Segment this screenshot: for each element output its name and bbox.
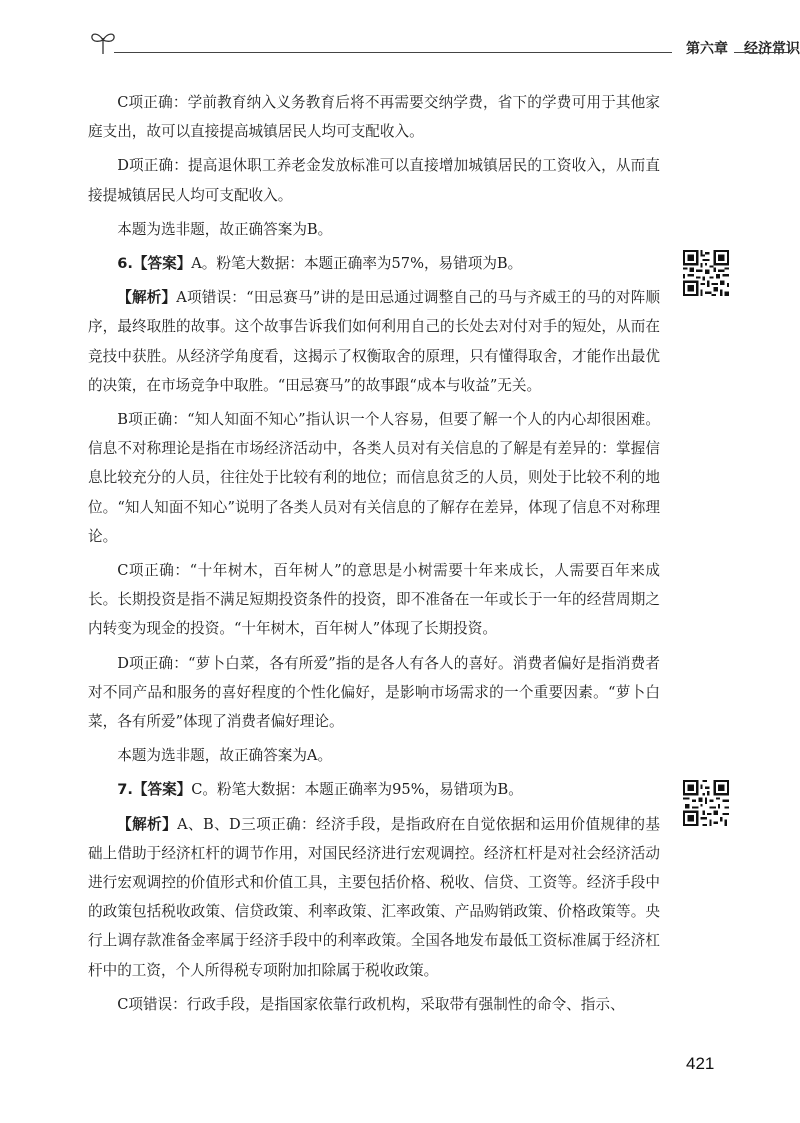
paragraph-text: 本题为选非题，故正确答案为A。 bbox=[117, 747, 333, 765]
paragraph bbox=[88, 88, 660, 146]
analysis-label: 【解析】 bbox=[117, 289, 177, 307]
page-header bbox=[88, 28, 800, 68]
paragraph-text: D项正确：提高退休职工养老金发放标准可以直接增加城镇居民的工资收入，从而直接提城镇居民人均可支配收入。 bbox=[88, 157, 660, 204]
paragraph-text: C。粉笔大数据：本题正确率为95%，易错项为B。 bbox=[191, 781, 523, 799]
paragraph-text: A。粉笔大数据：本题正确率为57%，易错项为B。 bbox=[191, 255, 523, 273]
paragraph-text: A、B、D三项正确：经济手段，是指政府在自觉依据和运用价值规律的基础上借助于经济杠杆的调节作用，对国民经济进行宏观调控。经济杠杆是对社会经济活动进行宏观调控的价值形式和价值工具，主要包括价格、税收、信贷、工资等。经济手段中的政策包括税收政策、信贷政策、利率政策、汇率政策、产品购销政策、价格政策等。央行上调存款准备金率属于经济手段中的利率政策。全国各地发布最低工资标准属于经济杠杆中的工资，个人所得税专项附加扣除属于税收政策。 bbox=[88, 815, 660, 979]
paragraph-text: C项错误：行政手段，是指国家依靠行政机构，采取带有强制性的命令、指示、 bbox=[117, 995, 625, 1013]
paragraph bbox=[88, 741, 660, 770]
paragraph bbox=[88, 649, 660, 737]
paragraph-text: 本题为选非题，故正确答案为B。 bbox=[117, 220, 333, 238]
analysis-paragraph bbox=[88, 810, 660, 985]
paragraph bbox=[88, 151, 660, 209]
paragraph bbox=[88, 215, 660, 244]
header-rule bbox=[114, 52, 672, 53]
paragraph bbox=[88, 556, 660, 644]
paragraph-text: C项正确：学前教育纳入义务教育后将不再需要交纳学费，省下的学费可用于其他家庭支出，故可以直接提高城镇居民人均可支配收入。 bbox=[88, 94, 660, 141]
answer-explanations bbox=[88, 88, 660, 1024]
paragraph-text: A项错误：“田忌赛马”讲的是田忌通过调整自己的马与齐威王的马的对阵顺序，最终取胜的故事。这个故事告诉我们如何利用自己的长处去对付对手的短处，从而在竞技中获胜。从经济学角度看，这揭示了权衡取舍的原理，只有懂得取舍，才能作出最优的决策，在市场竞争中取胜。“田忌赛马”的故事跟“成本与收益”无关。 bbox=[88, 289, 660, 394]
qr-code-icon[interactable] bbox=[683, 780, 729, 826]
paragraph-text: D项正确：“萝卜白菜，各有所爱”指的是各人有各人的喜好。消费者偏好是指消费者对不同产品和服务的喜好程度的个性化偏好，是影响市场需求的一个重要因素。“萝卜白菜，各有所爱”体现了消费者偏好理论。 bbox=[88, 654, 660, 731]
paragraph bbox=[88, 405, 660, 551]
answer-label: 6.【答案】 bbox=[117, 255, 192, 273]
paragraph bbox=[88, 990, 660, 1019]
answer-line bbox=[88, 775, 660, 804]
section-label: 经济常识 bbox=[744, 41, 800, 57]
paragraph-text: C项正确：“十年树木，百年树人”的意思是小树需要十年来成长，人需要百年来成长。长期投资是指不满足短期投资条件的投资，即不准备在一年或长于一年的经营周期之内转变为现金的投资。“十年树木，百年树人”体现了长期投资。 bbox=[88, 562, 660, 638]
chapter-label: 第六章 bbox=[686, 41, 728, 57]
header-title bbox=[682, 38, 800, 58]
analysis-paragraph bbox=[88, 283, 660, 400]
page-number: 421 bbox=[686, 1054, 715, 1073]
qr-code-icon[interactable] bbox=[683, 250, 729, 296]
answer-label: 7.【答案】 bbox=[117, 781, 192, 799]
leaf-sprout-icon bbox=[88, 28, 118, 58]
header-rule-tail bbox=[734, 52, 788, 53]
analysis-label: 【解析】 bbox=[117, 815, 178, 833]
answer-line bbox=[88, 249, 660, 278]
paragraph-text: B项正确：“知人知面不知心”指认识一个人容易，但要了解一个人的内心却很困难。信息不对称理论是指在市场经济活动中，各类人员对有关信息的了解是有差异的：掌握信息比较充分的人员，往往处于比较有利的地位；而信息贫乏的人员，则处于比较不利的地位。“知人知面不知心”说明了各类人员对有关信息的了解存在差异，体现了信息不对称理论。 bbox=[88, 411, 660, 545]
